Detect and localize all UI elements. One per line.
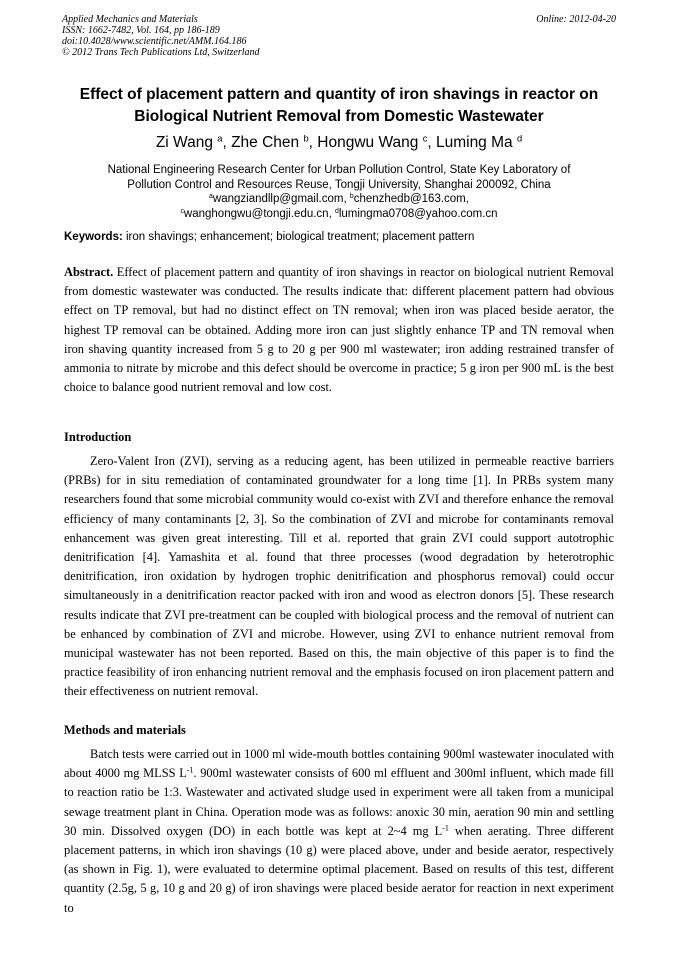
email-line-2: [40, 207, 638, 222]
abstract: [64, 263, 614, 397]
methods-heading: Methods and materials: [64, 723, 186, 737]
email-sup: d: [334, 207, 339, 215]
keywords: [64, 230, 624, 244]
email-sup: a: [209, 192, 213, 200]
author-name: Luming Ma: [435, 134, 513, 151]
unit-exponent: -1: [442, 823, 449, 833]
journal-header: [62, 14, 616, 58]
email-link[interactable]: lumingma0708@yahoo.com.cn: [338, 207, 498, 220]
email-link[interactable]: wanghongwu@tongji.edu.cn,: [183, 207, 332, 220]
email-sup: b: [349, 192, 354, 200]
abstract-text: Effect of placement pattern and quantity of iron shavings in reactor on biological nutrient Removal from domestic wastewater was conducted. The results indicate that: different placement pattern had obvious effect on TP removal, but had no distinct effect on TN removal; when iron was placed beside aerator, the highest TP removal can be obtained. Adding more iron can just slightly enhance TP and TN removal when iron shaving quantity increased from 5 g to 20 g per 900 ml wastewater; iron adding restrained transfer of ammonia to nitrate by microbe and this defect should be overcome in practice; 5 g iron per 900 mL is the best choice to balance good nutrient removal and low cost.: [64, 265, 614, 395]
doi-line[interactable]: doi:10.4028/www.scientific.net/AMM.164.186: [62, 36, 247, 47]
keywords-text: iron shavings; enhancement; biological treatment; placement pattern: [122, 231, 475, 243]
author-sup: a: [217, 133, 223, 144]
keywords-label: Keywords:: [64, 231, 123, 243]
email-link[interactable]: chenzhedb@163.com,: [353, 193, 469, 205]
unit-exponent: -1: [186, 765, 194, 775]
methods-text-a: Batch tests were carried out in 1000 ml wide-mouth bottles containing 900ml wastewater inoculated with about 4000 mg MLSS L: [64, 747, 614, 781]
email-sup: c: [180, 207, 184, 215]
author-sup: c: [422, 133, 428, 144]
methods-text-c: when aerating. Three different placement patterns, in which iron shavings (10 g) were placed above, under and beside aerator, respectively (as shown in Fig. 1), were evaluated to determine optimal placement. Based on results of this test, different quantity (2.5g, 5 g, 10 g and 20 g) of iron shavings were placed beside aerator for reaction in next experiment to: [64, 823, 614, 915]
affiliation: [40, 163, 638, 221]
author-list: Zi Wang $^a$, Zhe Chen $^b$, Hongwu Wang $^c$, Luming Ma $^d$: [155, 133, 523, 151]
author-sup: b: [303, 133, 309, 144]
email-link[interactable]: wangziandllp@gmail.com,: [212, 193, 347, 205]
affiliation-line-2: Pollution Control and Resources Reuse, Tongji University, Shanghai 200092, China: [127, 178, 551, 191]
affiliation-line-1: National Engineering Research Center for Urban Pollution Control, State Key Laboratory of: [107, 164, 571, 176]
copyright-line: © 2012 Trans Tech Publications Ltd, Switzerland: [62, 47, 260, 58]
author-name: Hongwu Wang: [317, 134, 419, 151]
journal-name: Applied Mechanics and Materials: [62, 14, 198, 25]
author-sup: d: [516, 133, 523, 144]
introduction-heading: Introduction: [64, 430, 132, 444]
author-name: Zhe Chen: [231, 134, 300, 151]
issn-line: ISSN: 1662-7482, Vol. 164, pp 186-189: [62, 25, 220, 36]
abstract-label: Abstract.: [64, 265, 114, 279]
methods-text-b: . 900ml wastewater consists of 600 ml effluent and 300ml influent, which made fill to reaction ratio be 1:3. Wastewater and activated sludge used in experiment were all taken from a municipal sewage treatment plant in China. Operation mode was as follows: anoxic 30 min, aeration 90 min and settling 30 min. Dissolved oxygen (DO) in each bottle was kept at 2~4 mg L: [64, 766, 614, 838]
introduction-paragraph: Zero-Valent Iron (ZVI), serving as a reducing agent, has been utilized in permeable reactive barriers (PRBs) for in situ remediation of contaminated groundwater for a long time [1]. In PRBs system many researchers found that some microbial community would co-exist with ZVI and therefore enhance the removal efficiency of many contaminants [2, 3]. So the combination of ZVI and microbe for contaminants removal enhancement was given great interesting. Till et al. reported that grain ZVI could support autotrophic denitrification [4]. Yamashita et al. found that three processes (wood degradation by heterotrophic denitrification, iron oxidation by hydrogen trophic denitrification and phosphorus removal) could occur simultaneously in a denitrification reactor packed with iron and wood as electron donors [5]. These research results indicate that ZVI pre-treatment can be coupled with biological process and the removal of nutrient can be enhanced by combination of ZVI and microbe. However, using ZVI to enhance nutrient removal from municipal wastewater has not been reported. Based on this, the main objective of this paper is to find the practice feasibility of iron enhancing nutrient removal and the emphasis focused on iron placement pattern and their effectiveness on nutrient removal.: [64, 454, 614, 699]
online-date: Online: 2012-04-20: [536, 14, 616, 25]
email-line-1: [40, 192, 638, 207]
methods-paragraph: [64, 745, 614, 918]
paper-title: [40, 84, 638, 128]
title-line-2: Biological Nutrient Removal from Domestic Wastewater: [134, 108, 544, 125]
author-name: Zi Wang: [155, 134, 213, 151]
title-line-1: Effect of placement pattern and quantity of iron shavings in reactor on: [79, 86, 599, 103]
